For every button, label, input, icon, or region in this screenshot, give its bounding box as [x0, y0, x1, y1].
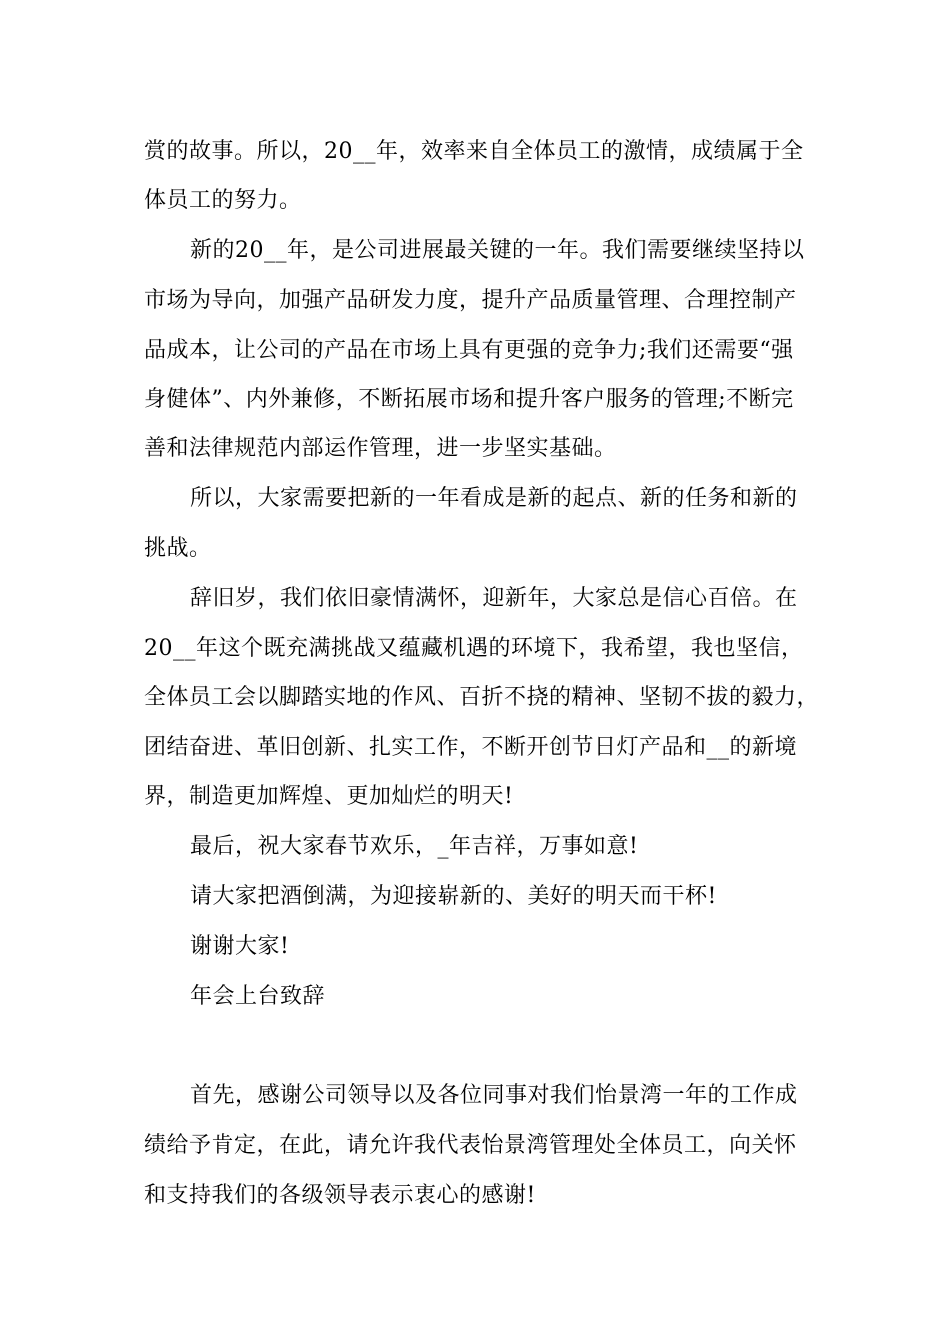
text-line: 身健体”、内外兼修，不断拓展市场和提升客户服务的管理;不断完: [144, 387, 794, 412]
text-line: 请大家把酒倒满，为迎接崭新的、美好的明天而干杯!: [190, 884, 717, 909]
text-line: 界，制造更加辉煌、更加灿烂的明天!: [144, 784, 514, 809]
text-line: 市场为导向，加强产品研发力度，提升产品质量管理、合理控制产: [144, 288, 797, 313]
text-line: 绩给予肯定，在此，请允许我代表怡景湾管理处全体员工，向关怀: [144, 1133, 797, 1158]
text-line: 团结奋进、革旧创新、扎实工作，不断开创节日灯产品和__的新境: [144, 735, 798, 760]
text-line: 体员工的努力。: [144, 188, 302, 213]
text-line: 谢谢大家!: [190, 934, 290, 959]
text-line: 全体员工会以脚踏实地的作风、百折不挠的精神、坚韧不拔的毅力，: [144, 685, 820, 710]
text-line: 善和法律规范内部运作管理，进一步坚实基础。: [144, 436, 617, 461]
text-line: 辞旧岁，我们依旧豪情满怀，迎新年，大家总是信心百倍。在: [190, 586, 798, 611]
text-line: 所以，大家需要把新的一年看成是新的起点、新的任务和新的: [190, 486, 798, 511]
text-line: 品成本，让公司的产品在市场上具有更强的竞争力;我们还需要“强: [144, 338, 794, 363]
text-line: 首先，感谢公司领导以及各位同事对我们怡景湾一年的工作成: [190, 1083, 798, 1108]
text-line: 挑战。: [144, 536, 212, 561]
text-line: 赏的故事。所以，20__年，效率来自全体员工的激情，成绩属于全: [144, 139, 804, 164]
section-heading: 年会上台致辞: [190, 984, 326, 1009]
text-line: 最后，祝大家春节欢乐，_年吉祥，万事如意!: [190, 834, 639, 859]
text-line: 新的20__年，是公司进展最关键的一年。我们需要继续坚持以: [190, 238, 805, 263]
text-line: 20__年这个既充满挑战又蕴藏机遇的环境下，我希望，我也坚信，: [144, 636, 804, 661]
text-line: 和支持我们的各级领导表示衷心的感谢!: [144, 1183, 536, 1208]
